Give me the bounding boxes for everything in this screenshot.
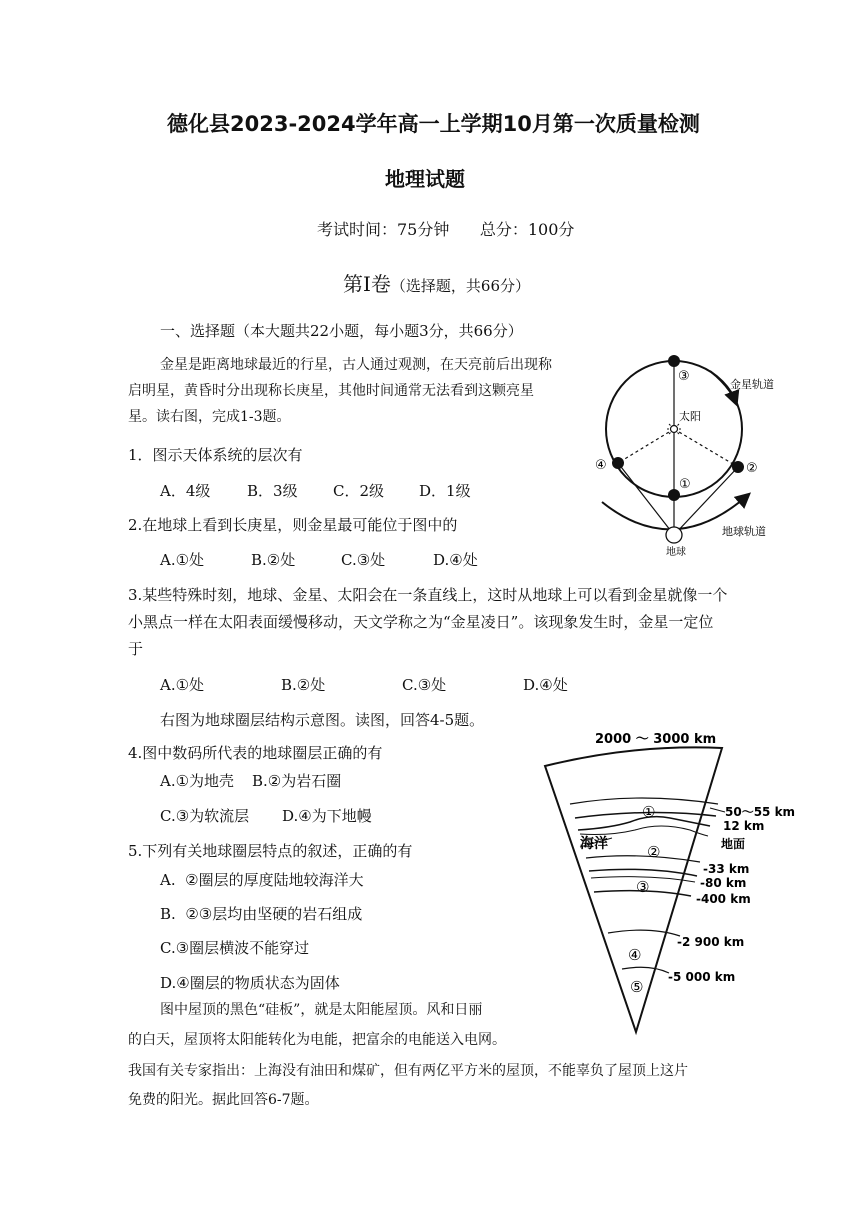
option-b: B.②处 [251, 551, 296, 569]
question-2-options [160, 549, 478, 570]
layer-4-label: ④ [628, 946, 642, 964]
option-c: C.③处 [402, 676, 447, 694]
question-5-option-a: A. ②圈层的厚度陆地较海洋大 [160, 871, 364, 889]
question-5-option-b: B. ②③层均由坚硬的岩石组成 [160, 905, 363, 923]
boundary-80 [589, 869, 697, 876]
depth-label-12: 12 km [723, 819, 765, 833]
venus-orbit-diagram [590, 345, 820, 565]
option-c: C.③为软流层 [160, 807, 250, 825]
intro-solar-line2: 的白天，屋顶将太阳能转化为电能，把富余的电能送入电网。 [128, 1032, 506, 1048]
earth-orbit-label: 地球轨道 [722, 525, 766, 538]
venus-position-3-dot [668, 355, 680, 367]
layer-2-label: ② [647, 843, 661, 861]
question-2-stem: 2.在地球上看到长庚星，则金星最可能位于图中的 [128, 516, 458, 534]
intro-solar-line4: 免费的阳光。据此回答6-7题。 [128, 1092, 319, 1108]
earth-icon [666, 527, 682, 543]
option-a: A.①处 [160, 676, 205, 694]
question-5-option-d: D.④圈层的物质状态为固体 [160, 974, 340, 992]
layer-5-label: ⑤ [630, 978, 644, 996]
dashed-line-left [618, 429, 674, 463]
page-subtitle: 地理试题 [385, 167, 465, 191]
option-a: A．4级 [160, 482, 211, 500]
question-1-options [160, 480, 471, 501]
option-d: D.④处 [523, 676, 568, 694]
option-c: C．2级 [333, 482, 385, 500]
venus-position-3-label: ③ [678, 369, 690, 384]
depth-label-400: -400 km [696, 892, 751, 906]
option-d: D．1级 [419, 482, 471, 500]
option-b: B．3级 [247, 482, 298, 500]
intro-layers: 右图为地球圈层结构示意图。读图，回答4-5题。 [160, 711, 485, 729]
dashed-line-right [674, 429, 738, 467]
earth-label: 地球 [666, 547, 686, 558]
ground-label: 地面 [721, 837, 746, 851]
depth-label-33: -33 km [703, 862, 750, 876]
volume-note: （选择题，共66分） [390, 277, 530, 295]
top-width-label: 2000 ～ 3000 km [595, 732, 717, 747]
question-3-options [160, 674, 568, 695]
question-3-stem-line2: 小黑点一样在太阳表面缓慢移动，天文学称之为“金星凌日”。该现象发生时，金星一定位 [128, 613, 714, 631]
page-title: 德化县2023-2024学年高一上学期10月第一次质量检测 [167, 112, 700, 136]
layer-3-label: ③ [636, 878, 650, 896]
depth-label-2900: -2 900 km [677, 935, 745, 949]
option-d: D.④为下地幔 [282, 807, 372, 825]
volume-heading [343, 268, 530, 297]
question-5-option-c: C.③圈层横波不能穿过 [160, 939, 310, 957]
intro-venus: 金星是距离地球最近的行星，古人通过观测，在天亮前后出现称启明星，黄昏时分出现称长庚星，其他时间通常无法看到这颗亮星星。读右图，完成1-3题。 [128, 357, 552, 425]
section-heading: 一、选择题（本大题共22小题，每小题3分，共66分） [160, 322, 523, 340]
boundary-2900 [608, 930, 680, 936]
venus-position-2-dot [732, 461, 744, 473]
exam-info: 考试时间：75分钟 总分：100分 [317, 220, 575, 239]
layer-1-label: ① [642, 803, 656, 821]
volume-title: 第Ⅰ卷 [343, 272, 391, 296]
venus-orbit-label: 金星轨道 [730, 378, 774, 391]
depth-label-80: -80 km [700, 876, 747, 890]
question-4-options-row1 [160, 770, 341, 791]
question-3-stem-line1: 3.某些特殊时刻，地球、金星、太阳会在一条直线上，这时从地球上可以看到金星就像一个 [128, 586, 728, 604]
intro-solar-line1: 图中屋顶的黑色“硅板”，就是太阳能屋顶。风和日丽 [160, 1002, 483, 1018]
option-b: B.②处 [281, 676, 326, 694]
question-4-stem: 4.图中数码所代表的地球圈层正确的有 [128, 744, 383, 762]
sun-label: 太阳 [679, 410, 701, 423]
boundary-5000 [622, 967, 669, 973]
venus-position-2-label: ② [746, 461, 758, 476]
ocean-label: 海洋 [580, 836, 608, 852]
option-a: A.①为地壳 [160, 772, 235, 790]
option-a: A.①处 [160, 551, 205, 569]
venus-position-1-label: ① [679, 477, 691, 492]
venus-position-4-label: ④ [595, 458, 607, 473]
pointer-50-55 [710, 808, 725, 812]
venus-position-4-dot [612, 457, 624, 469]
option-b: B.②为岩石圈 [252, 772, 342, 790]
question-3-stem-line3: 于 [128, 640, 144, 658]
question-1-stem: 1．图示天体系统的层次有 [128, 446, 303, 464]
depth-label-50-55: 50～55 km [725, 805, 796, 819]
tangent-left [618, 463, 674, 535]
question-4-options-row2 [160, 805, 372, 826]
intro-solar-line3: 我国有关专家指出：上海没有油田和煤矿，但有两亿平方米的屋顶，不能辜负了屋顶上这片 [128, 1063, 688, 1079]
option-c: C.③处 [341, 551, 386, 569]
option-d: D.④处 [433, 551, 478, 569]
question-5-stem: 5.下列有关地球圈层特点的叙述，正确的有 [128, 842, 413, 860]
boundary-33 [586, 856, 700, 862]
depth-label-5000: -5 000 km [668, 970, 736, 984]
earth-layers-diagram [540, 726, 805, 1038]
